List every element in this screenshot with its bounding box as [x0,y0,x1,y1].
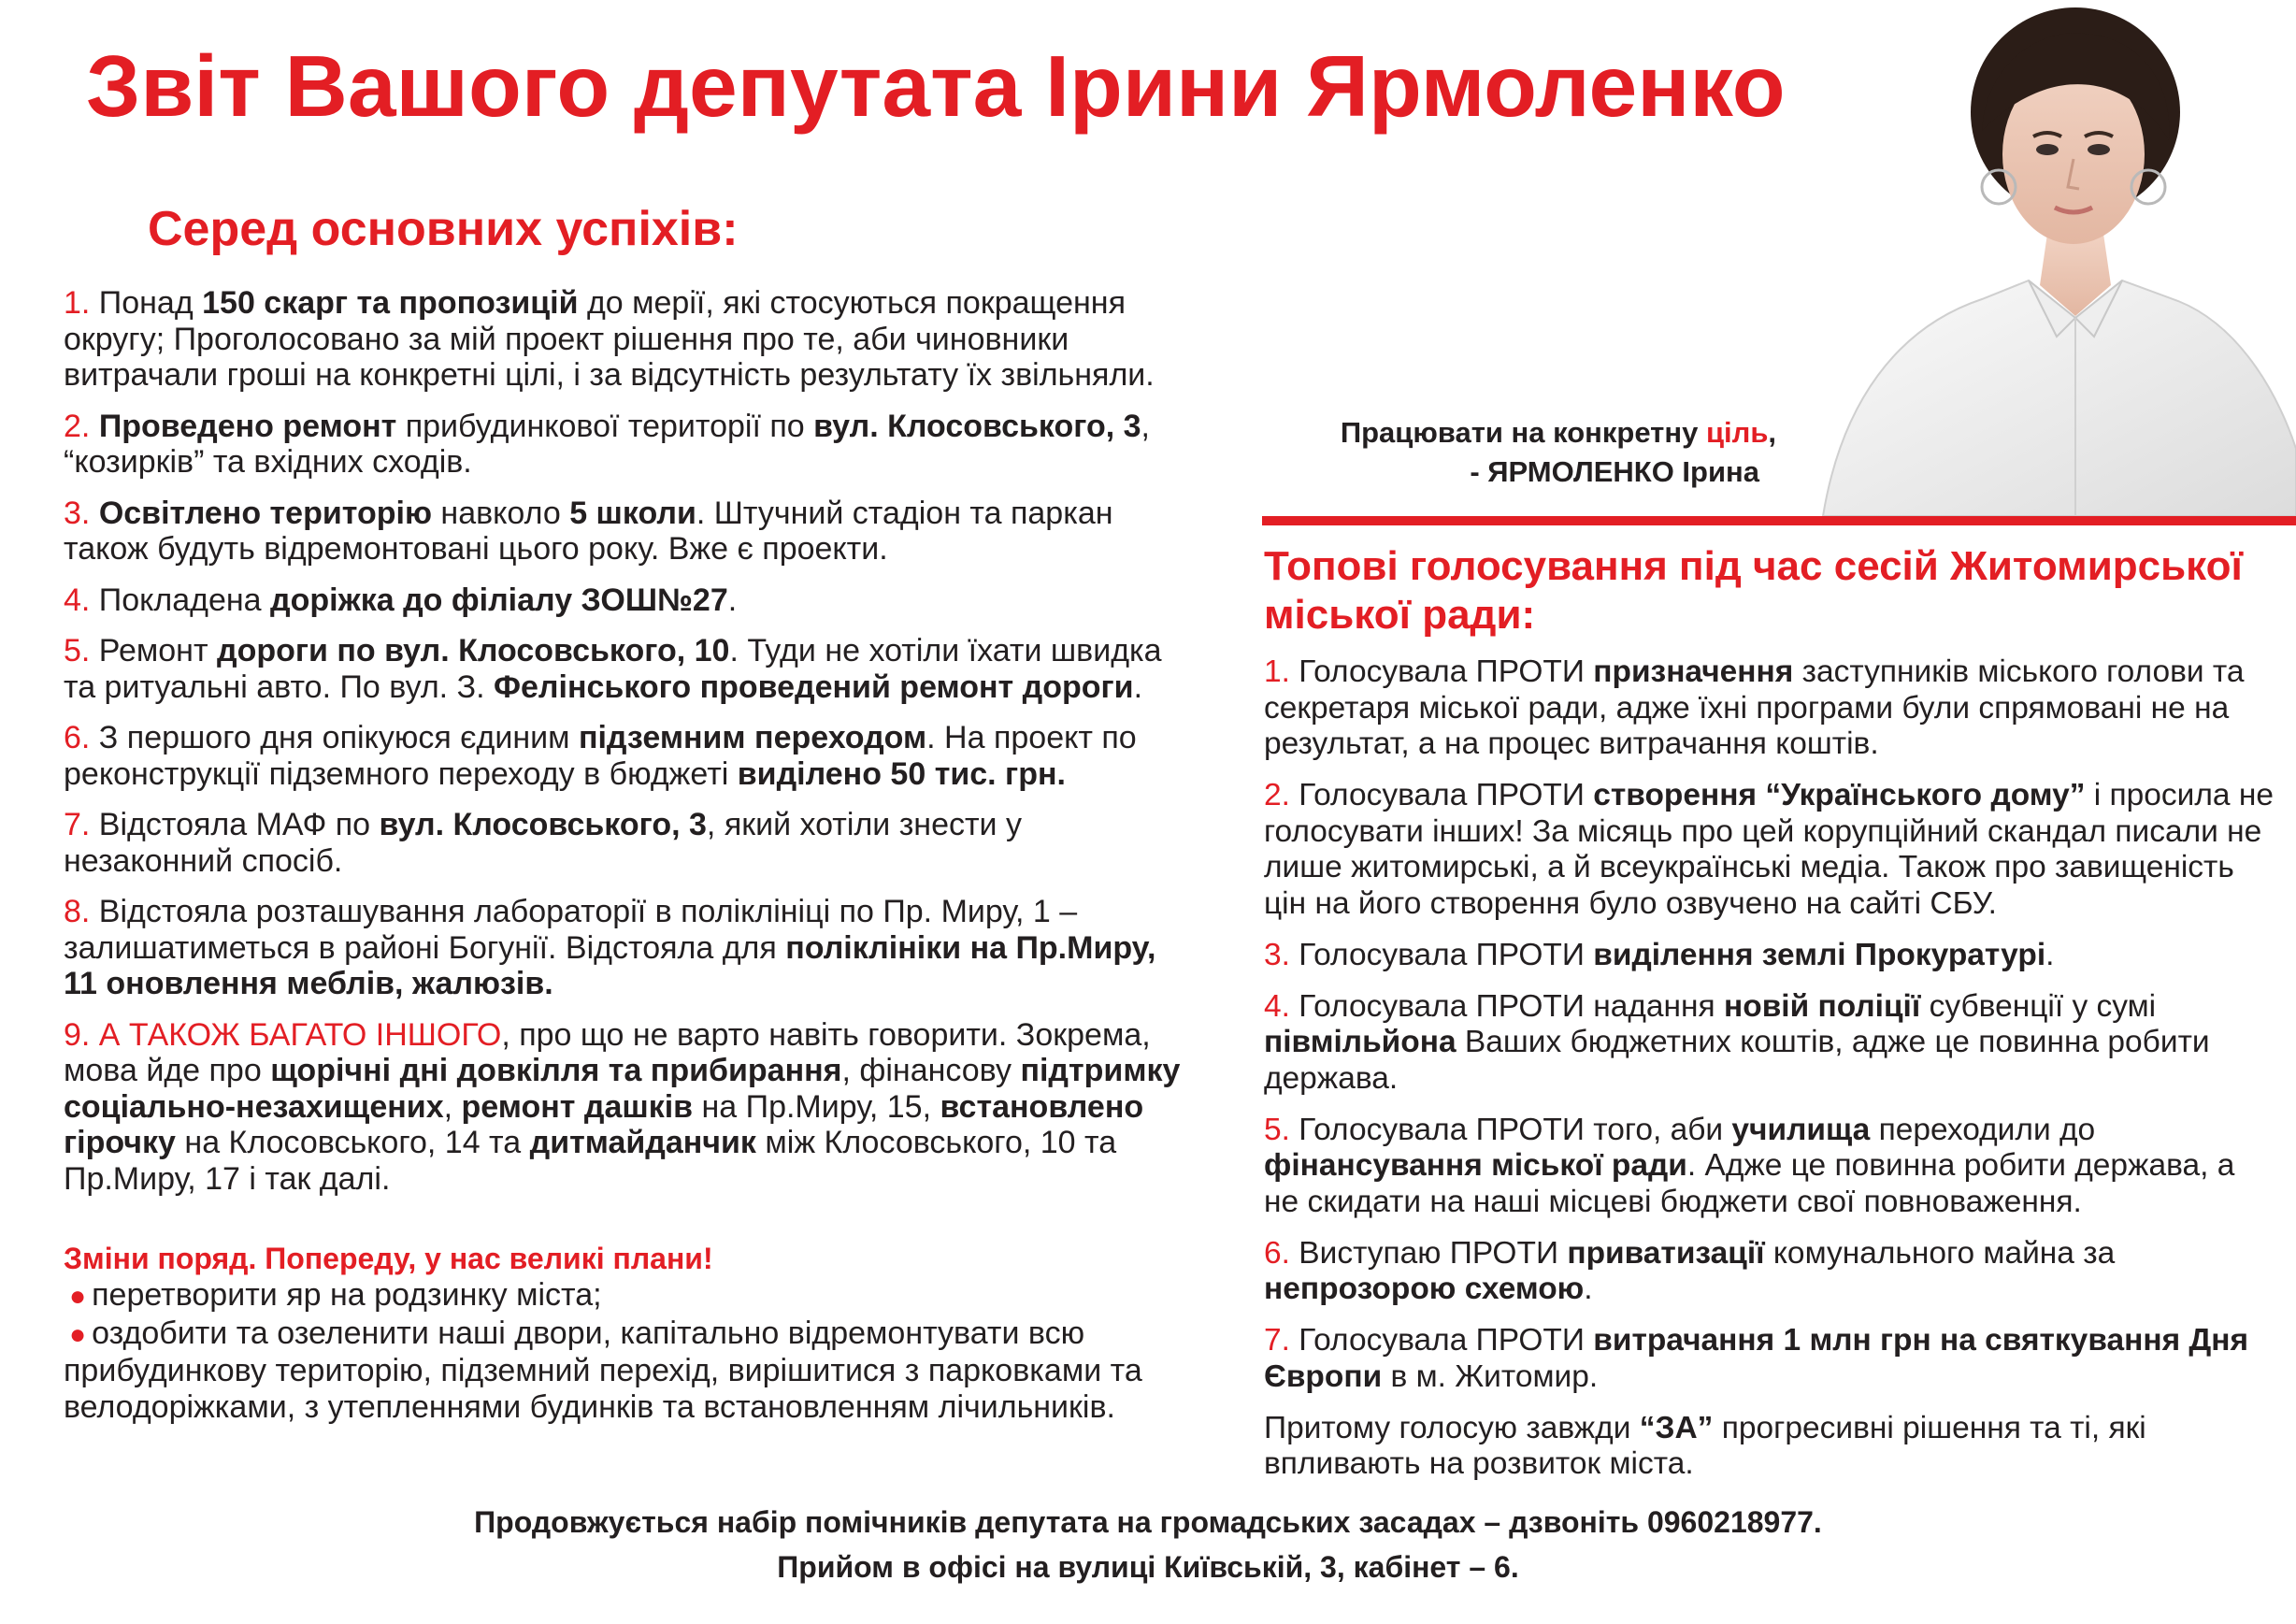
item-text: до мерії, які стосуються покращення округу; Проголосовано за мій проект рішення про те, аби чиновники витрачали гроші на конкретні цілі, і за відсутність результату їх звільняли. [64,285,1155,393]
item-text-bold: створення “Українського дому” [1593,778,2086,812]
item-text: переходили до [1870,1112,2096,1147]
quote-accent: ціль [1705,416,1769,449]
plan-item [64,1277,1185,1315]
right-item [1264,1236,2274,1308]
item-text-bold: училища [1731,1112,1871,1147]
successes-heading: Серед основних успіхів: [148,202,739,256]
right-item [1264,1323,2274,1395]
item-text-bold: виділення землі Прокуратурі [1593,937,2046,972]
item-text: . Адже це повинна робити держава, а не скидати на наші місцеві бюджети свої повноваження. [1264,1148,2235,1219]
item-text: Голосувала ПРОТИ [1289,654,1594,689]
item-text: Ремонт [90,633,217,668]
bullet-icon: ● [69,1281,87,1312]
item-text: , фінансову [841,1053,1021,1088]
item-text-bold: витрачання 1 млн грн на святкування Дня Європи [1264,1323,2249,1394]
left-item [64,1017,1185,1198]
left-item [64,633,1185,705]
quote-line [1215,413,1776,453]
item-text: Ваших бюджетних коштів, адже це повинна робити держава. [1264,1025,2210,1096]
item-text: Покладена [90,582,271,618]
item-number: 4. [64,582,91,618]
item-text-bold: щорічні дні довкілля та прибирання [270,1053,842,1088]
left-item [64,285,1185,394]
item-number: 7. [1264,1323,1290,1358]
item-text: між Клосовського, 10 та Пр.Миру, 17 і так далі. [64,1125,1117,1197]
deputy-portrait-photo [1814,0,2296,516]
right-item [1264,654,2274,763]
item-text-bold: 5 школи [569,495,696,531]
item-text-bold: приватизації [1567,1235,1765,1271]
right-item [1264,938,2274,974]
item-text-bold: фінансування міської ради [1264,1148,1687,1183]
left-item [64,409,1185,481]
deputy-quote [1215,413,1776,492]
item-text: Відстояла МАФ по [90,807,380,842]
item-text: в м. Житомир. [1382,1358,1599,1394]
item-text: Голосувала ПРОТИ [1289,778,1594,812]
quote-text-after: , [1768,416,1776,449]
item-text: субвенції у сумі [1920,988,2157,1024]
item-number: 1. [64,285,91,321]
item-text: А ТАКОЖ БАГАТО ІНШОГО [90,1016,502,1053]
plan-item [64,1315,1185,1426]
section-divider [1262,516,2296,525]
item-text: . [1584,1272,1593,1306]
item-number: 1. [1264,654,1290,689]
item-text: , “козирків” та вхідних сходів. [64,408,1150,480]
item-text-bold: Освітлено територію [98,495,432,531]
item-number: 9. [64,1016,91,1053]
item-text-bold: непрозорою схемою [1264,1272,1585,1306]
item-text: Виступаю ПРОТИ [1289,1235,1568,1271]
item-number: 3. [64,495,91,531]
item-text: Голосувала ПРОТИ [1289,1323,1594,1358]
item-text: . [1133,668,1143,705]
item-text: Голосувала ПРОТИ [1289,937,1594,972]
footer-recruitment: Продовжується набір помічників депутата на громадських засадах – дзвоніть 0960218977. [474,1505,1822,1539]
plans-heading: Зміни поряд. Попереду, у нас великі плани! [64,1242,713,1275]
item-number: 5. [1264,1112,1290,1147]
item-text-bold: виділено 50 тис. грн. [737,755,1066,792]
item-text-bold: призначення [1593,654,1794,689]
item-text: прибудинкової території по [396,408,814,444]
item-text-bold: півмільйона [1264,1025,1457,1059]
item-text: на Клосовського, 14 та [175,1125,530,1160]
votes-heading: Топові голосування під час сесій Житомирської міської ради: [1264,543,2243,638]
right-item [1264,778,2274,922]
item-number: 6. [1264,1235,1290,1271]
item-text [90,496,98,531]
item-text-bold: “ЗА” [1639,1410,1714,1445]
item-text-bold: доріжка до філіалу ЗОШ№27 [270,582,728,618]
item-text [90,409,98,444]
left-item [64,496,1185,568]
successes-items [64,285,1185,1197]
right-item [1264,1113,2274,1221]
item-text: і просила не голосувати інших! За місяць про цей корупційний скандал писали не лише житомирські, а й всеукраїнські медіа. Також про завищеність цін на його створення було озвучено на сайті СБУ. [1264,778,2274,921]
item-number: 6. [64,720,91,755]
item-text-bold: підземним переходом [578,720,927,755]
item-text: , [443,1088,462,1125]
item-text: Голосувала ПРОТИ того, аби [1289,1112,1732,1147]
item-text: . Туди не хотіли їхати швидка та ритуальні авто. По вул. З. [64,633,1162,705]
item-text-bold: новій поліції [1724,988,1921,1024]
left-item [64,894,1185,1002]
portrait-illustration [1814,0,2296,516]
plan-text: перетворити яр на родзинку міста; [92,1277,602,1313]
item-number: 2. [1264,778,1290,812]
item-number: 7. [64,807,91,842]
footer-office-hours: Прийом в офісі на вулиці Київській, 3, кабінет – 6. [777,1550,1519,1584]
item-text-bold: встановлено гірочку [64,1088,1144,1160]
item-text: Притому голосую завжди [1264,1410,1640,1445]
item-text: Голосувала ПРОТИ надання [1289,988,1724,1024]
item-text: . [727,582,738,618]
item-text-bold: дитмайданчик [529,1125,756,1160]
footer [0,1500,2296,1589]
item-number: 2. [64,408,91,444]
quote-text-before: Працювати на конкретну [1340,416,1706,449]
item-text-bold: вул. Клосовського, 3 [379,807,707,842]
item-number: 3. [1264,937,1290,972]
item-text-bold: дороги по вул. Клосовського, 10 [216,633,730,668]
item-text-bold: 150 скарг та пропозицій [202,285,579,321]
left-item [64,720,1185,792]
item-text-bold: підтримку соціально-незахищених [64,1053,1181,1125]
quote-author: - ЯРМОЛЕНКО Ірина [1470,455,1759,488]
item-text-bold: Проведено ремонт [98,408,397,444]
votes-list [1264,654,2274,1498]
page-title: Звіт Вашого депутата Ірини Ярмоленко [86,37,1786,135]
item-text-bold: Фелінського проведений ремонт дороги [494,668,1134,705]
item-text: комунального майна за [1764,1235,2116,1271]
item-text: прогресивні рішення та ті, які впливають на розвиток міста. [1264,1410,2146,1481]
item-text-bold: вул. Клосовського, 3 [813,408,1141,444]
item-number: 8. [64,894,91,929]
item-text: З першого дня опікуюся єдиним [90,720,579,755]
bullet-icon: ● [69,1318,87,1350]
successes-list [64,285,1185,1425]
item-text: на Пр.Миру, 15, [693,1088,940,1125]
plan-text: оздобити та озеленити наші двори, капітально відремонтувати всю прибудинкову територію, підземний перехід, вирішитися з парковками та велодоріжками, з утепленнями будинків та встановленням лічильників. [64,1315,1142,1425]
item-text: заступників міського голови та секретаря міської ради, адже їхні програми були спрямовані не на результат, а на процес витрачання коштів. [1264,654,2245,761]
left-item [64,582,1185,619]
item-text: , який хотіли знести у незаконний спосіб. [64,807,1022,879]
item-text: навколо [431,495,570,531]
item-text-bold: поліклініки на Пр.Миру, 11 оновлення меблів, жалюзів. [64,929,1156,1001]
item-text: . [2045,937,2055,972]
right-item [1264,989,2274,1098]
left-item [64,807,1185,879]
item-text: , про що не варто навіть говорити. Зокрема, мова йде про [64,1016,1151,1088]
item-number: 4. [1264,988,1290,1024]
item-text: Відстояла розташування лабораторії в поліклініці по Пр. Миру, 1 – залишатиметься в районі Богунії. Відстояла для [64,894,1078,966]
item-text: . На проект по реконструкції підземного переходу в бюджеті [64,720,1137,792]
item-number: 5. [64,633,91,668]
item-text: Понад [90,285,203,321]
item-text: . Штучний стадіон та паркан також будуть відремонтовані цього року. Вже є проекти. [64,495,1113,567]
item-text-bold: ремонт дашків [461,1088,694,1125]
right-item [1264,1411,2274,1483]
